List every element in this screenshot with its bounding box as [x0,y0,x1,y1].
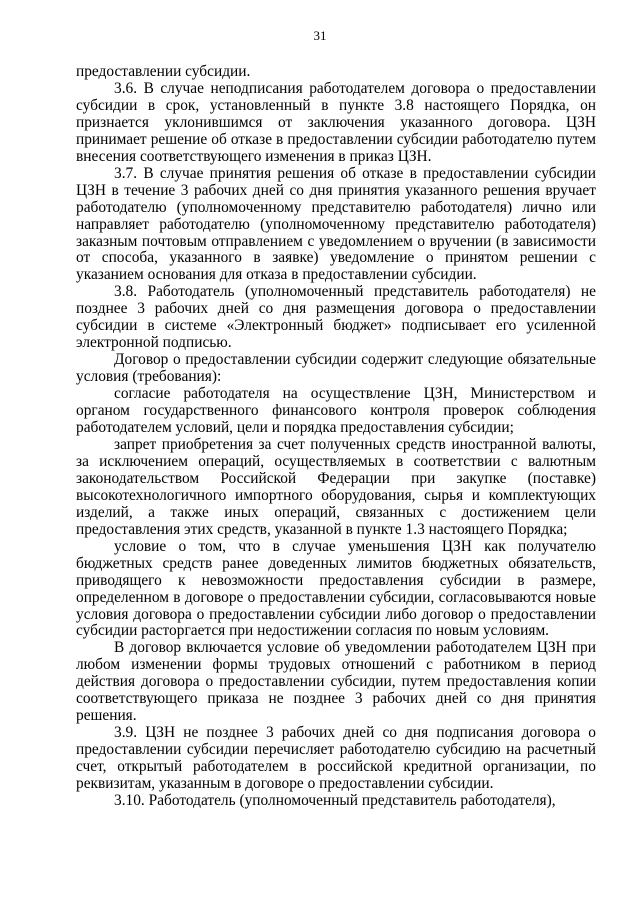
paragraph-3-7: 3.7. В случае принятия решения об отказе в предоставлении субсидии ЦЗН в течение 3 рабочих дней со дня принятия указанного решения вручает работодателю (уполномоченному представителю работодателя) лично или направляет работодателю (уполномоченному представителю работодателя) заказным почтовым отправлением с уведомлением о вручении (в зависимости от способа, указанного в заявке) уведомление о принятом решении с указанием основания для отказа в предоставлении субсидии. [76,164,596,284]
paragraph-currency-ban-condition: запрет приобретения за счет полученных средств иностранной валюты, за исключением операций, осуществляемых в соответствии с валютным законодательством Российской Федерации при закупке (поставке) высокотехнологичного импортного оборудования, сырья и комплектующих изделий, а также иных операций, связанных с достижением цели предоставления этих средств, указанной в пункте 1.3 настоящего Порядка; [76,435,596,538]
paragraph-3-6: 3.6. В случае неподписания работодателем договора о предоставлении субсидии в срок, установленный в пункте 3.8 настоящего Порядка, он признается уклонившимся от заключения указанного договора. ЦЗН принимает решение об отказе в предоставлении субсидии работодателю путем внесения соответствующего изменения в приказ ЦЗН. [76,79,596,165]
paragraph-3-10: 3.10. Работодатель (уполномоченный представитель работодателя), [114,791,556,809]
paragraph-continuation: предоставлении субсидии. [76,63,251,80]
paragraph-limits-condition: условие о том, что в случае уменьшения ЦЗН как получателю бюджетных средств ранее доведенных лимитов бюджетных обязательств, приводящего к невозможности предоставления субсидии в размере, определенном в договоре о предоставлении субсидии, согласовываются новые условия договора о предоставлении субсидии либо договор о предоставлении субсидии расторгается при недостижении согласия по новым условиям. [76,537,596,640]
page-number: 31 [313,28,327,43]
paragraph-3-8: 3.8. Работодатель (уполномоченный представитель работодателя) не позднее 3 рабочих дней со дня размещения договора о предоставлении субсидии в системе «Электронный бюджет» подписывает его усиленной электронной подписью. [76,283,596,352]
paragraph-notification-condition: В договор включается условие об уведомлении работодателем ЦЗН при любом изменении формы трудовых отношений с работником в период действия договора о предоставлении субсидии, путем предоставления копии соответствующего приказа не позднее 3 рабочих дней со дня принятия решения. [76,639,596,725]
paragraph-3-9: 3.9. ЦЗН не позднее 3 рабочих дней со дня подписания договора о предоставлении субсидии перечисляет работодателю субсидию на расчетный счет, открытый работодателем в российской кредитной организации, по реквизитам, указанным в договоре о предоставлении субсидии. [76,724,596,793]
paragraph-contract-conditions: Договор о предоставлении субсидии содержит следующие обязательные условия (требования): [76,351,596,386]
document-body [76,64,596,810]
paragraph-consent-condition: согласие работодателя на осуществление ЦЗН, Министерством и органом государственного финансового контроля проверок соблюдения работодателем условий, цели и порядка предоставления субсидии; [76,385,596,437]
